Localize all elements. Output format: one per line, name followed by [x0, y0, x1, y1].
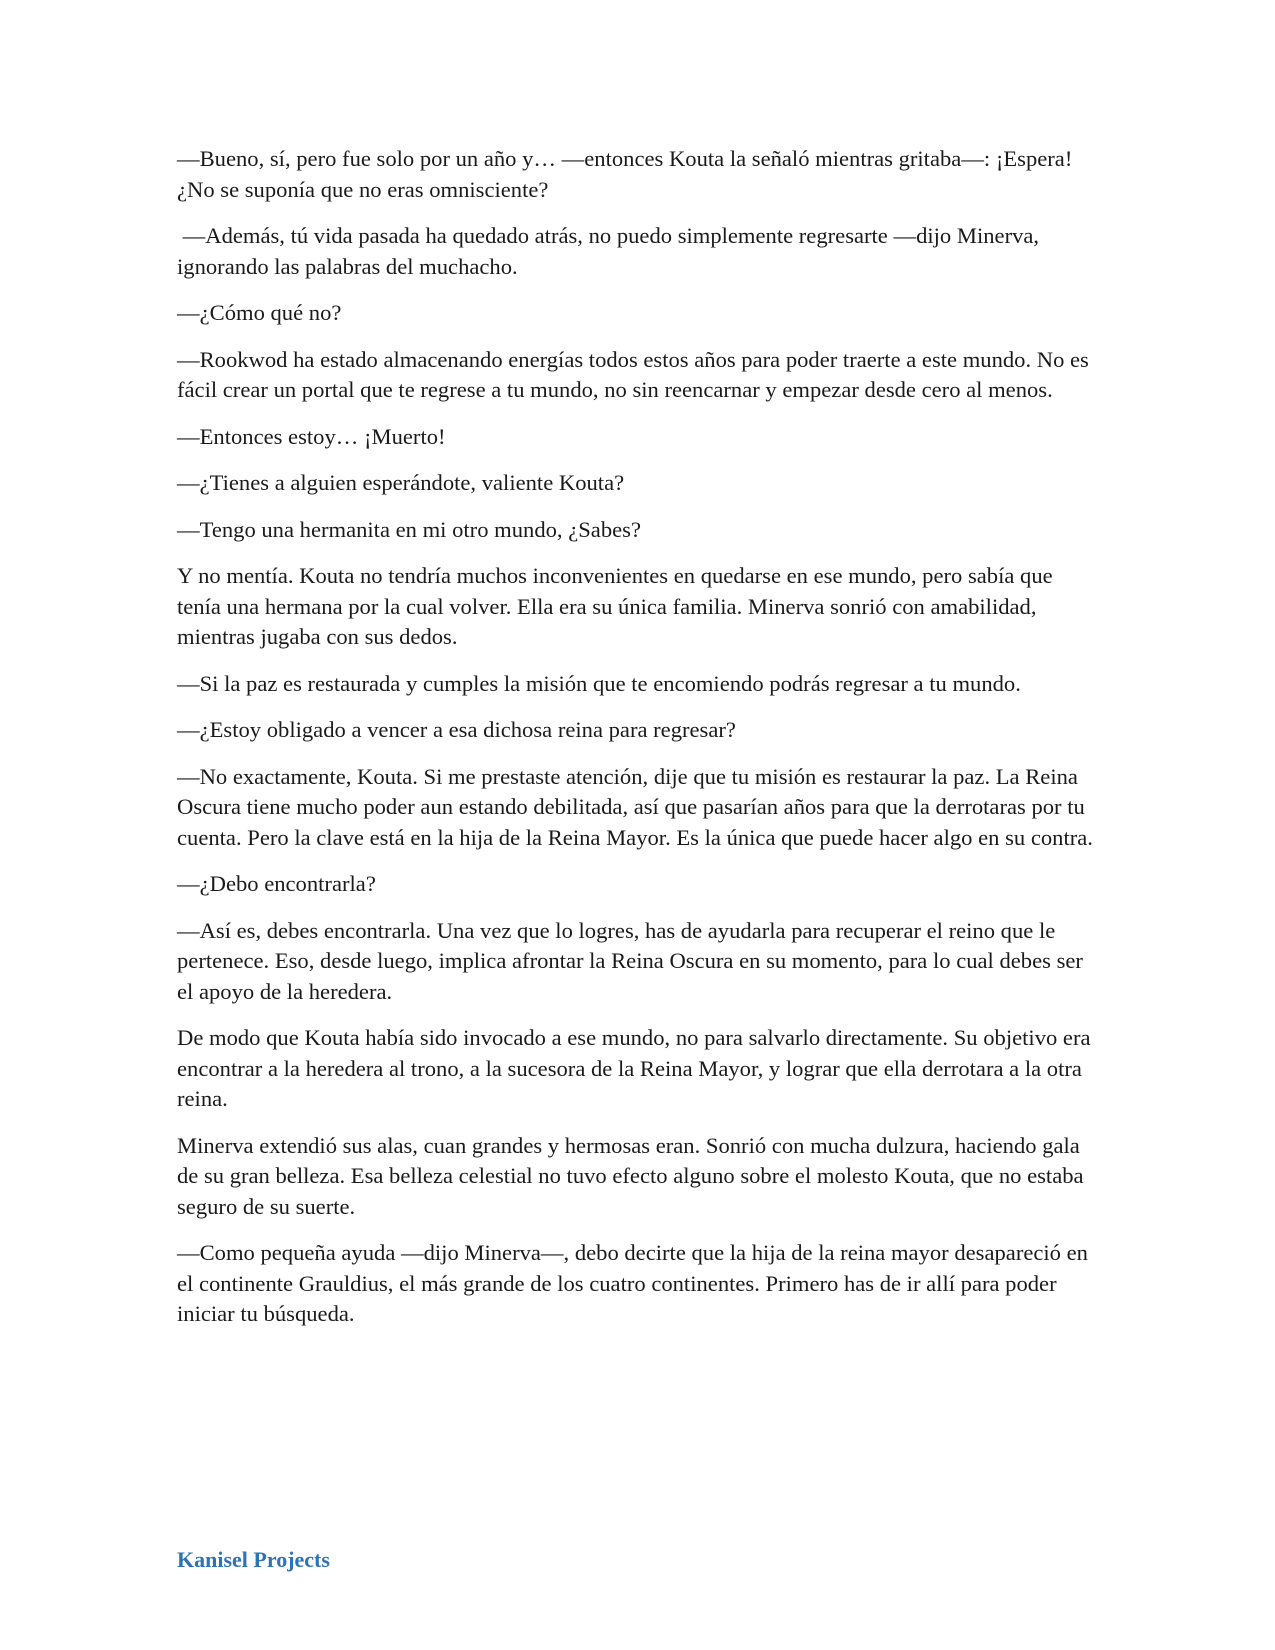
paragraph: —Bueno, sí, pero fue solo por un año y… —entonces Kouta la señaló mientras gritaba—: ¡Espera! ¿No se suponía que no eras omnisciente?	[177, 146, 1073, 202]
paragraph: —Rookwod ha estado almacenando energías todos estos años para poder traerte a este mundo. No es fácil crear un portal que te regrese a tu mundo, no sin reencarnar y empezar desde cero al menos.	[177, 346, 1089, 402]
paragraph: —Si la paz es restaurada y cumples la misión que te encomiendo podrás regresar a tu mundo.	[177, 670, 1021, 696]
paragraph: —Tengo una hermanita en mi otro mundo, ¿Sabes?	[177, 516, 641, 542]
paragraph: Minerva extendió sus alas, cuan grandes y hermosas eran. Sonrió con mucha dulzura, haciendo gala de su gran belleza. Esa belleza celestial no tuvo efecto alguno sobre el molesto Kouta, que no estaba seguro de su suerte.	[177, 1132, 1084, 1219]
body-text	[177, 144, 1097, 1346]
paragraph: —Así es, debes encontrarla. Una vez que lo logres, has de ayudarla para recuperar el reino que le pertenece. Eso, desde luego, implica afrontar la Reina Oscura en su momento, para lo cual debes ser el apoyo de la heredera.	[177, 917, 1083, 1004]
paragraph: —No exactamente, Kouta. Si me prestaste atención, dije que tu misión es restaurar la paz. La Reina Oscura tiene mucho poder aun estando debilitada, así que pasarían años para que la derrotaras por tu cuenta. Pero la clave está en la hija de la Reina Mayor. Es la única que puede hacer algo en su contra.	[177, 763, 1093, 850]
paragraph: —¿Tienes a alguien esperándote, valiente Kouta?	[177, 470, 625, 495]
paragraph: —¿Estoy obligado a vencer a esa dichosa reina para regresar?	[177, 717, 736, 742]
footer-publisher: Kanisel Projects	[177, 1547, 330, 1572]
paragraph: —¿Debo encontrarla?	[177, 871, 376, 896]
paragraph: De modo que Kouta había sido invocado a ese mundo, no para salvarlo directamente. Su objetivo era encontrar a la heredera al trono, a la sucesora de la Reina Mayor, y lograr que ella derrotara a la otra reina.	[177, 1025, 1091, 1111]
paragraph: —Como pequeña ayuda —dijo Minerva—, debo decirte que la hija de la reina mayor desapareció en el continente Grauldius, el más grande de los cuatro continentes. Primero has de ir allí para poder iniciar tu búsqueda.	[177, 1240, 1088, 1326]
paragraph: —Además, tú vida pasada ha quedado atrás, no puedo simplemente regresarte —dijo Minerva, ignorando las palabras del muchacho.	[177, 223, 1045, 279]
paragraph: —Entonces estoy… ¡Muerto!	[177, 423, 446, 449]
paragraph: Y no mentía. Kouta no tendría muchos inconvenientes en quedarse en ese mundo, pero sabía que tenía una hermana por la cual volver. Ella era su única familia. Minerva sonrió con amabilidad, mientras jugaba con sus dedos.	[177, 563, 1053, 649]
paragraph: —¿Cómo qué no?	[177, 300, 342, 325]
